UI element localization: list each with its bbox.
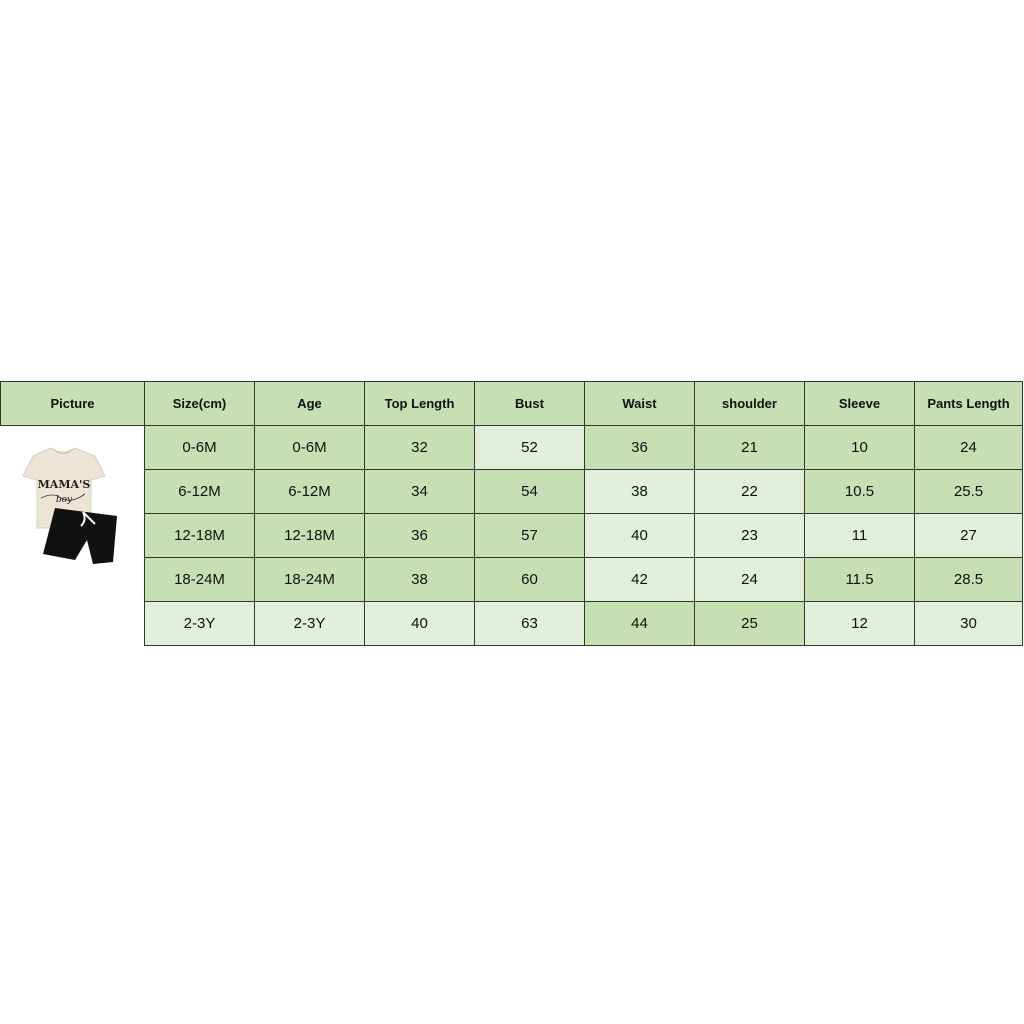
cell-pants-length: 28.5 <box>915 558 1023 602</box>
header-age: Age <box>255 382 365 426</box>
cell-pants-length: 25.5 <box>915 470 1023 514</box>
product-image <box>13 442 133 572</box>
cell-size: 2-3Y <box>145 602 255 646</box>
cell-size: 18-24M <box>145 558 255 602</box>
cell-age: 0-6M <box>255 426 365 470</box>
cell-size: 6-12M <box>145 470 255 514</box>
cell-bust: 57 <box>475 514 585 558</box>
product-picture-cell <box>1 426 145 646</box>
table-row <box>1 602 1023 646</box>
cell-size: 0-6M <box>145 426 255 470</box>
header-picture: Picture <box>1 382 145 426</box>
table-row <box>1 426 1023 470</box>
cell-top-length: 32 <box>365 426 475 470</box>
header-waist: Waist <box>585 382 695 426</box>
cell-age: 12-18M <box>255 514 365 558</box>
header-top-length: Top Length <box>365 382 475 426</box>
cell-sleeve: 12 <box>805 602 915 646</box>
cell-top-length: 40 <box>365 602 475 646</box>
cell-sleeve: 11 <box>805 514 915 558</box>
cell-waist: 38 <box>585 470 695 514</box>
cell-pants-length: 30 <box>915 602 1023 646</box>
cell-waist: 44 <box>585 602 695 646</box>
size-chart-table <box>0 381 1023 646</box>
cell-shoulder: 23 <box>695 514 805 558</box>
cell-sleeve: 11.5 <box>805 558 915 602</box>
cell-top-length: 34 <box>365 470 475 514</box>
cell-bust: 52 <box>475 426 585 470</box>
cell-pants-length: 27 <box>915 514 1023 558</box>
cell-age: 2-3Y <box>255 602 365 646</box>
header-row <box>1 382 1023 426</box>
cell-bust: 54 <box>475 470 585 514</box>
cell-age: 6-12M <box>255 470 365 514</box>
shirt-print-mamas: MAMA'S <box>37 478 90 491</box>
cell-shoulder: 21 <box>695 426 805 470</box>
cell-waist: 42 <box>585 558 695 602</box>
cell-sleeve: 10 <box>805 426 915 470</box>
cell-shoulder: 22 <box>695 470 805 514</box>
header-bust: Bust <box>475 382 585 426</box>
table-row <box>1 470 1023 514</box>
cell-age: 18-24M <box>255 558 365 602</box>
cell-sleeve: 10.5 <box>805 470 915 514</box>
header-shoulder: shoulder <box>695 382 805 426</box>
cell-pants-length: 24 <box>915 426 1023 470</box>
header-size: Size(cm) <box>145 382 255 426</box>
table-row <box>1 558 1023 602</box>
header-sleeve: Sleeve <box>805 382 915 426</box>
cell-shoulder: 25 <box>695 602 805 646</box>
cell-top-length: 36 <box>365 514 475 558</box>
header-pants-length: Pants Length <box>915 382 1023 426</box>
cell-waist: 40 <box>585 514 695 558</box>
cell-bust: 63 <box>475 602 585 646</box>
cell-top-length: 38 <box>365 558 475 602</box>
shirt-print-boy: boy <box>55 495 72 505</box>
table-row <box>1 514 1023 558</box>
cell-size: 12-18M <box>145 514 255 558</box>
cell-shoulder: 24 <box>695 558 805 602</box>
cell-waist: 36 <box>585 426 695 470</box>
cell-bust: 60 <box>475 558 585 602</box>
